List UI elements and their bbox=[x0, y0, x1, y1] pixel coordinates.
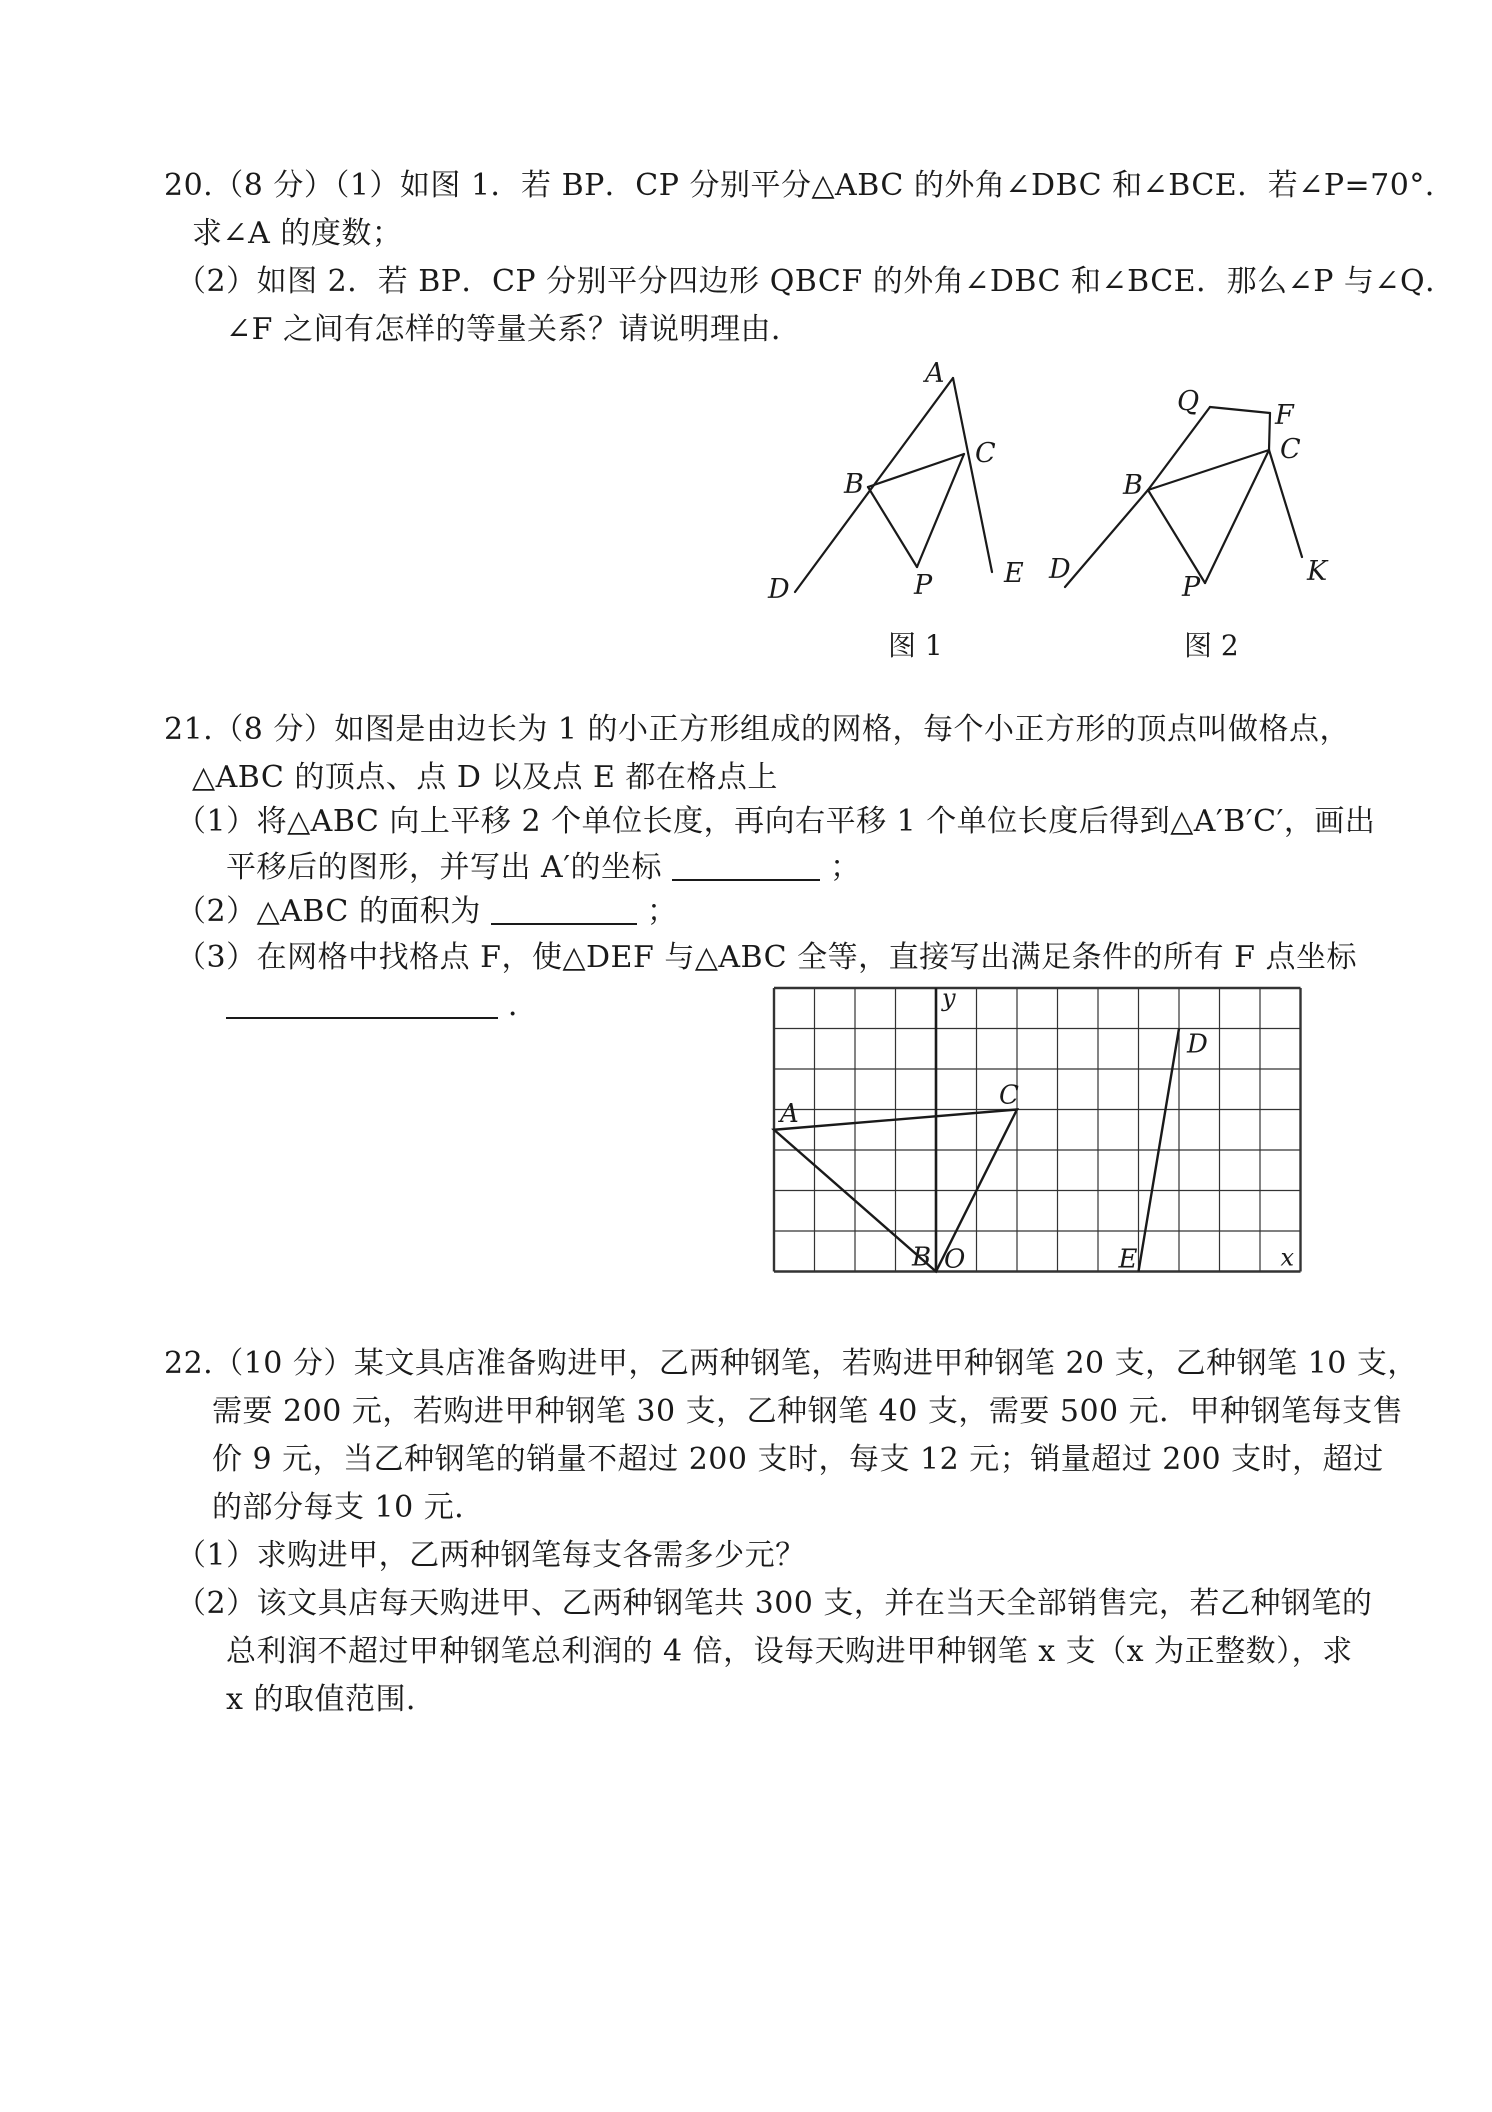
fig2-label-d: D bbox=[1049, 554, 1071, 585]
q21-line-7 bbox=[226, 986, 539, 1026]
q21-line-5 bbox=[176, 892, 678, 932]
grid-label-b: B bbox=[912, 1242, 932, 1273]
q21-line-4 bbox=[226, 848, 861, 888]
fig2-label-b: B bbox=[1123, 470, 1143, 501]
q20-line-4: ∠F 之间有怎样的等量关系？请说明理由． bbox=[226, 312, 802, 347]
q22-line-2: 需要 200 元，若购进甲种钢笔 30 支，乙种钢笔 40 支，需要 500 元．甲种钢笔每支售 bbox=[212, 1394, 1404, 1429]
grid-label-e: E bbox=[1118, 1244, 1138, 1275]
q20-line-1: 20.（8 分）（1）如图 1．若 BP．CP 分别平分△ABC 的外角∠DBC 和∠BCE．若∠P=70°． bbox=[164, 168, 1456, 203]
q21-line-5-text: （2）△ABC 的面积为 bbox=[176, 894, 481, 929]
fig1-label-c: C bbox=[975, 438, 996, 469]
grid-label-c: C bbox=[999, 1080, 1019, 1111]
q21-grid-figure bbox=[768, 980, 1318, 1284]
q21-line-7-end: ． bbox=[508, 988, 539, 1023]
q21-line-4-end: ； bbox=[830, 850, 861, 885]
q22-line-5: （1）求购进甲，乙两种钢笔每支各需多少元？ bbox=[176, 1538, 806, 1573]
q22-line-8: x 的取值范围． bbox=[226, 1682, 437, 1717]
grid-label-origin: O bbox=[944, 1244, 966, 1275]
fig2-label-p: P bbox=[1182, 572, 1201, 603]
answer-blank-f-coordinates[interactable] bbox=[226, 987, 498, 1019]
grid-label-a: A bbox=[780, 1098, 799, 1129]
q21-line-1: 21.（8 分）如图是由边长为 1 的小正方形组成的网格，每个小正方形的顶点叫做格点， bbox=[164, 712, 1350, 747]
fig2-caption: 图 2 bbox=[1184, 629, 1239, 662]
q22-line-3: 价 9 元，当乙种钢笔的销量不超过 200 支时，每支 12 元；销量超过 200 支时，超过 bbox=[212, 1442, 1384, 1477]
fig1-label-d: D bbox=[768, 574, 790, 605]
grid-label-d: D bbox=[1187, 1029, 1208, 1060]
fig2-label-q: Q bbox=[1177, 386, 1200, 417]
q21-line-3: （1）将△ABC 向上平移 2 个单位长度，再向右平移 1 个单位长度后得到△A′B′C′，画出 bbox=[176, 804, 1376, 839]
fig1-label-b: B bbox=[844, 469, 864, 500]
grid-label-y-axis: y bbox=[942, 984, 956, 1012]
fig1-label-e: E bbox=[1004, 558, 1024, 589]
q22-line-4: 的部分每支 10 元． bbox=[212, 1490, 485, 1525]
fig2-label-f: F bbox=[1275, 400, 1294, 431]
answer-blank-area[interactable] bbox=[491, 893, 637, 925]
q20-line-3: （2）如图 2．若 BP．CP 分别平分四边形 QBCF 的外角∠DBC 和∠BCE．那么∠P 与∠Q． bbox=[176, 264, 1456, 299]
q21-line-5-end: ； bbox=[647, 894, 678, 929]
grid-label-x-axis: x bbox=[1280, 1243, 1295, 1272]
grid-lines bbox=[774, 988, 1301, 1272]
q20-figure-1 bbox=[760, 360, 1060, 624]
fig1-label-p: P bbox=[914, 570, 933, 601]
fig1-caption: 图 1 bbox=[888, 629, 943, 662]
q22-line-6: （2）该文具店每天购进甲、乙两种钢笔共 300 支，并在当天全部销售完，若乙种钢笔的 bbox=[176, 1586, 1373, 1621]
fig1-label-a: A bbox=[925, 358, 945, 389]
q22-line-7: 总利润不超过甲种钢笔总利润的 4 倍，设每天购进甲种钢笔 x 支（x 为正整数），求 bbox=[226, 1634, 1353, 1669]
fig2-label-c: C bbox=[1280, 434, 1301, 465]
q20-figure-2 bbox=[1049, 380, 1345, 624]
q20-line-2: 求∠A 的度数； bbox=[192, 216, 403, 251]
answer-blank-a-prime-coordinate[interactable] bbox=[672, 849, 820, 881]
fig2-label-k: K bbox=[1307, 556, 1328, 587]
q21-line-6: （3）在网格中找格点 F，使△DEF 与△ABC 全等，直接写出满足条件的所有 F 点坐标 bbox=[176, 940, 1358, 975]
q22-line-1: 22.（10 分）某文具店准备购进甲，乙两种钢笔，若购进甲种钢笔 20 支，乙种钢笔 10 支， bbox=[164, 1346, 1418, 1381]
q21-line-4-text: 平移后的图形，并写出 A′的坐标 bbox=[226, 850, 663, 885]
q21-line-2: △ABC 的顶点、点 D 以及点 E 都在格点上 bbox=[192, 760, 778, 795]
